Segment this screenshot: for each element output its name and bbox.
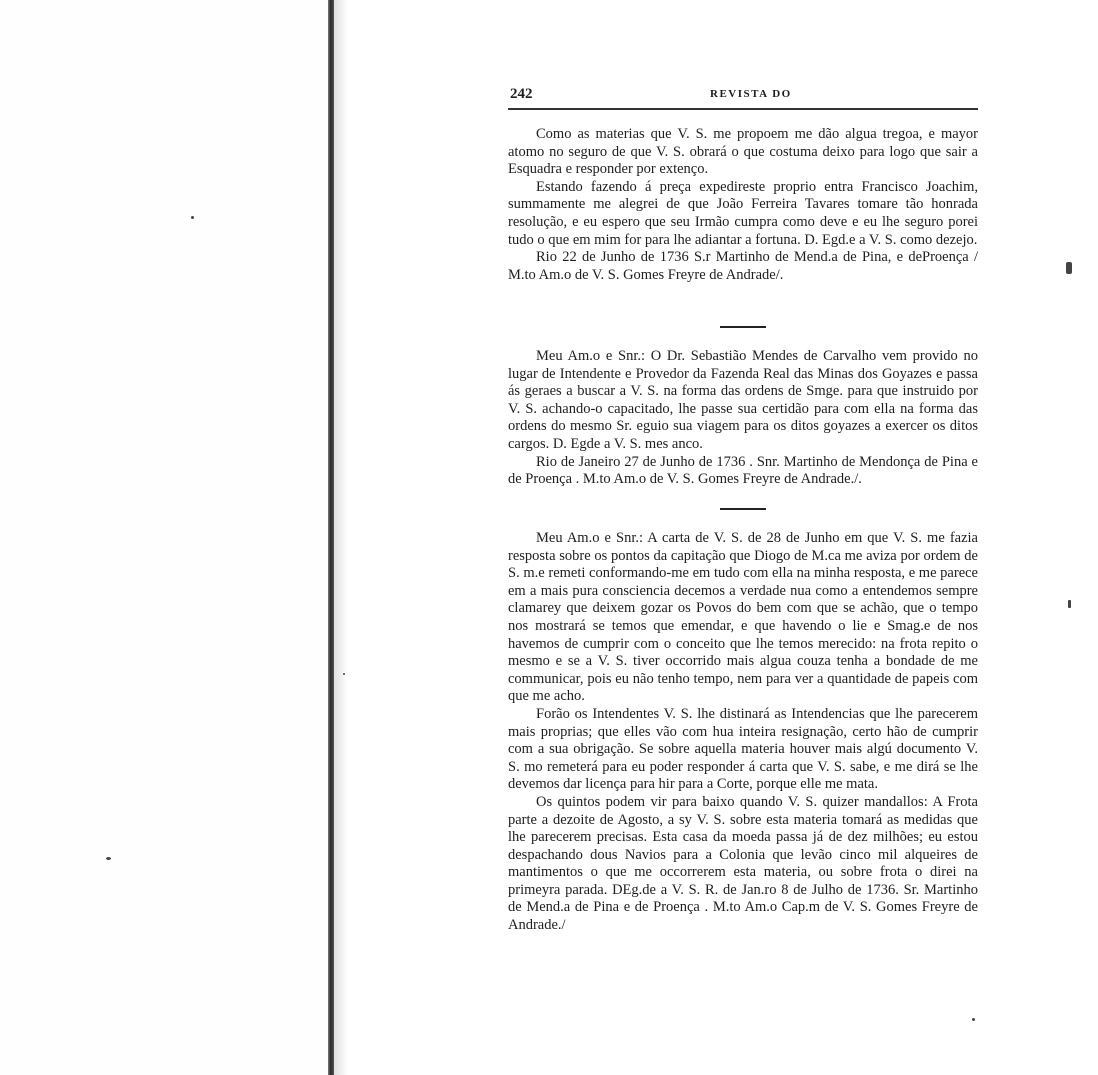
scan-speck bbox=[343, 673, 345, 675]
scan-speck bbox=[1066, 262, 1072, 274]
section-separator bbox=[720, 326, 766, 328]
header-rule bbox=[508, 108, 978, 110]
running-head: REVISTA DO bbox=[710, 88, 792, 100]
letter-closing: Rio de Janeiro 27 de Junho de 1736 . Snr. Martinho de Mendonça de Pina e de Proença . M.to Am.o de V. S. Gomes Freyre de Andrade./. bbox=[508, 453, 978, 488]
page-header bbox=[510, 86, 978, 108]
letter-closing: Rio 22 de Junho de 1736 S.r Martinho de Mend.a de Pina, e deProença / M.to Am.o de V. S. Gomes Freyre de Andrade/. bbox=[508, 249, 978, 283]
page-body bbox=[508, 126, 978, 935]
letter-paragraph: Meu Am.o e Snr.: A carta de V. S. de 28 de Junho em que V. S. me fazia resposta sobre os pontos da capitação que Diogo de M.ca me aviza por ordem de S. m.e remeti conformando-me em tudo com ella na minha resposta, e me parece em a mais pura consciencia decemos a verdade nua como a entendemos sempre clamarey que deixem gozar os Povos do bem com que se achão, que o tempo nos mostrará se temos que emendar, e que havendo o lie e Smag.e de nos havemos de cumprir com o conceito que lhe temos merecido: na frota repito o mesmo e se a V. S. tiver occorrido mais algua couza tenha a bondade de me communicar, pois eu não tenho tempo, nem para ver a quantidade de papeis com que me acho. bbox=[508, 530, 978, 705]
letter-paragraph: Como as materias que V. S. me propoem me dão algua tregoa, e mayor atomo no seguro de que V. S. obrará o que costuma deixo para logo que sair a Esquadra e responder por extenço. bbox=[508, 126, 978, 178]
spine-shadow bbox=[334, 0, 348, 1075]
section-separator bbox=[720, 508, 766, 510]
letter-paragraph: Meu Am.o e Snr.: O Dr. Sebastião Mendes de Carvalho vem provido no lugar de Intendente e Provedor da Fazenda Real das Minas dos Goyazes e passa ás geraes a buscar a V. S. na forma das ordens de Smge. para que instruido por V. S. achando-o capacitado, lhe passe sua certidão para com ella na forma das ordens do mesmo Sr. eguio sua viagem para os ditos goyazes a exercer os ditos cargos. D. Egde a V. S. mes anco. bbox=[508, 348, 978, 452]
letter-paragraph: Os quintos podem vir para baixo quando V. S. quizer mandallos: A Frota parte a dezoite de Agosto, a sy V. S. sobre esta materia tomará as medidas que lhe parecerem precisas. Esta casa da moeda passa já de dez milhões; eu estou despachando dous Navios para a Colonia que levão cinco mil alqueires de mantimentos o que me occorrerem esta materia, ou sobre frota o direi na primeyra parada. DEg.de a V. S. R. de Jan.ro 8 de Julho de 1736. Sr. Martinho de Mend.a de Pina e de Proença . M.to Am.o Cap.m de V. S. Gomes Freyre de Andrade./ bbox=[508, 793, 978, 934]
letter-paragraph: Forão os Intendentes V. S. lhe distinará as Intendencias que lhe parecerem mais proprias; que elles vão com hua inteira resignação, certo hão de cumprir com a sua obrigação. Se sobre aquella materia houver mais algú documento V. S. mo remeterá para eu poder responder á carta que V. S. sabe, e me dirá se lhe devemos dar licença para hir para a Corte, porque elle me mata. bbox=[508, 705, 978, 793]
letter-2 bbox=[508, 348, 978, 508]
letter-3 bbox=[508, 530, 978, 935]
letter-paragraph: Estando fazendo á preça expedireste proprio entra Francisco Joachim, summamente me alegrei de que João Ferreira Tavares tomare tão honrada resolução, e eu espero que seu Irmão cumpra como deve e eu lhe seguro porei tudo o que em mim for para lhe adiantar a fortuna. D. Egd.e a V. S. como dezejo. bbox=[508, 178, 978, 248]
scan-speck bbox=[1068, 600, 1071, 608]
scan-speck bbox=[191, 216, 194, 219]
scan-speck bbox=[972, 1018, 975, 1021]
scan-speck bbox=[106, 857, 111, 860]
left-blank-page bbox=[0, 0, 330, 1075]
page-number: 242 bbox=[510, 86, 533, 102]
letter-1 bbox=[508, 126, 978, 326]
